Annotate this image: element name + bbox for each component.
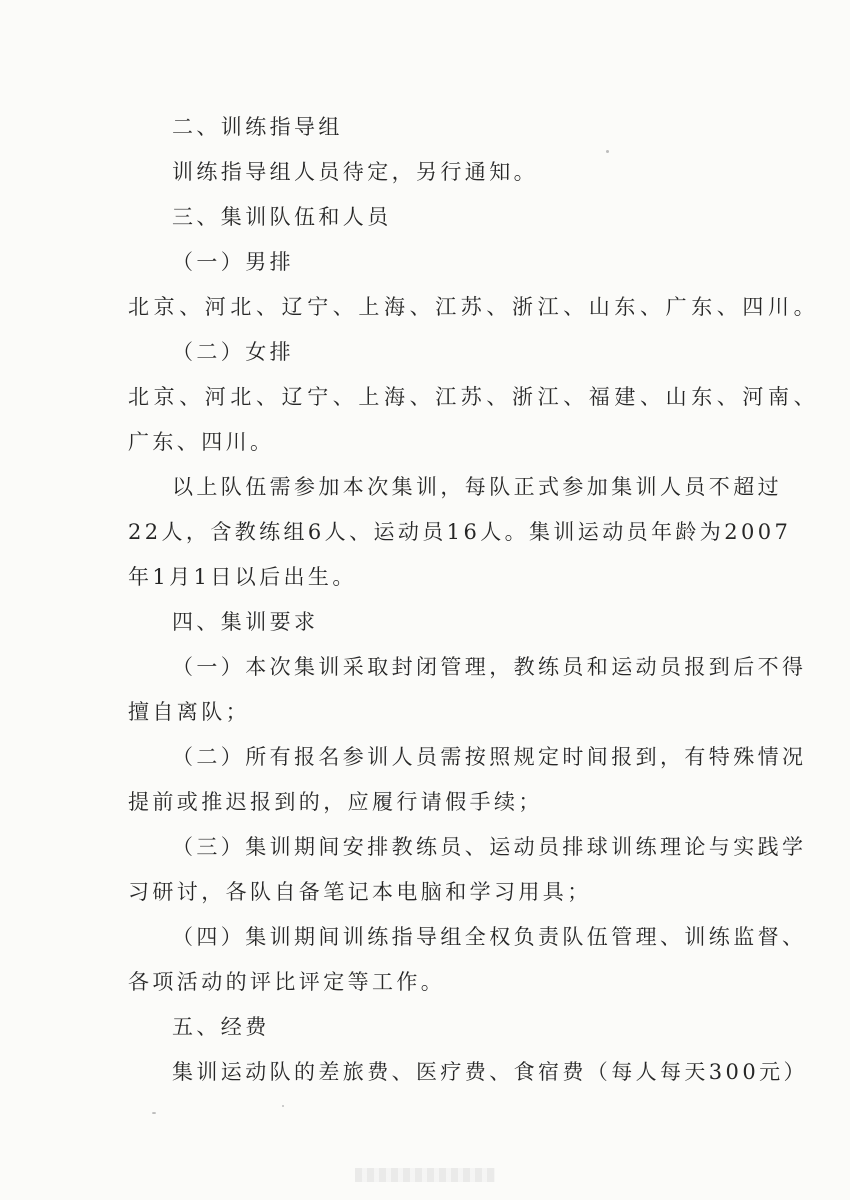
requirement-4-line2: 各项活动的评比评定等工作。 — [128, 970, 446, 994]
paragraph-team-quota-line1: 以上队伍需参加本次集训，每队正式参加集训人员不超过 — [172, 475, 782, 499]
paragraph-women-teams-list-line2: 广东、四川。 — [128, 430, 275, 454]
scan-speck — [152, 1112, 156, 1114]
heading-teams-and-personnel: 三、集训队伍和人员 — [172, 205, 392, 229]
heading-training-guidance-group: 二、训练指导组 — [172, 115, 343, 139]
scan-speck — [282, 1105, 284, 1107]
subheading-men-volleyball: （一）男排 — [172, 250, 294, 274]
scan-speck — [606, 150, 609, 153]
requirement-2-line1: （二）所有报名参训人员需按照规定时间报到，有特殊情况 — [172, 745, 807, 769]
requirement-1-line1: （一）本次集训采取封闭管理，教练员和运动员报到后不得 — [172, 655, 807, 679]
paragraph-team-quota-line2: 22人，含教练组6人、运动员16人。集训运动员年龄为2007 — [128, 520, 792, 544]
paragraph-men-teams-list: 北京、河北、辽宁、上海、江苏、浙江、山东、广东、四川。 — [128, 295, 820, 319]
requirement-4-line1: （四）集训期间训练指导组全权负责队伍管理、训练监督、 — [172, 925, 807, 949]
scan-artifact-bar — [355, 1168, 495, 1182]
heading-funding: 五、经费 — [172, 1015, 270, 1039]
requirement-3-line1: （三）集训期间安排教练员、运动员排球训练理论与实践学 — [172, 835, 807, 859]
requirement-1-line2: 擅自离队； — [128, 700, 250, 724]
requirement-3-line2: 习研讨，各队自备笔记本电脑和学习用具； — [128, 880, 592, 904]
requirement-2-line2: 提前或推迟报到的，应履行请假手续； — [128, 790, 543, 814]
paragraph-guidance-group-pending: 训练指导组人员待定，另行通知。 — [172, 160, 538, 184]
heading-training-requirements: 四、集训要求 — [172, 610, 319, 634]
paragraph-women-teams-list-line1: 北京、河北、辽宁、上海、江苏、浙江、福建、山东、河南、 — [128, 385, 820, 409]
paragraph-team-quota-line3: 年1月1日以后出生。 — [128, 565, 357, 589]
paragraph-funding-costs: 集训运动队的差旅费、医疗费、食宿费（每人每天300元） — [172, 1060, 808, 1084]
subheading-women-volleyball: （二）女排 — [172, 340, 294, 364]
